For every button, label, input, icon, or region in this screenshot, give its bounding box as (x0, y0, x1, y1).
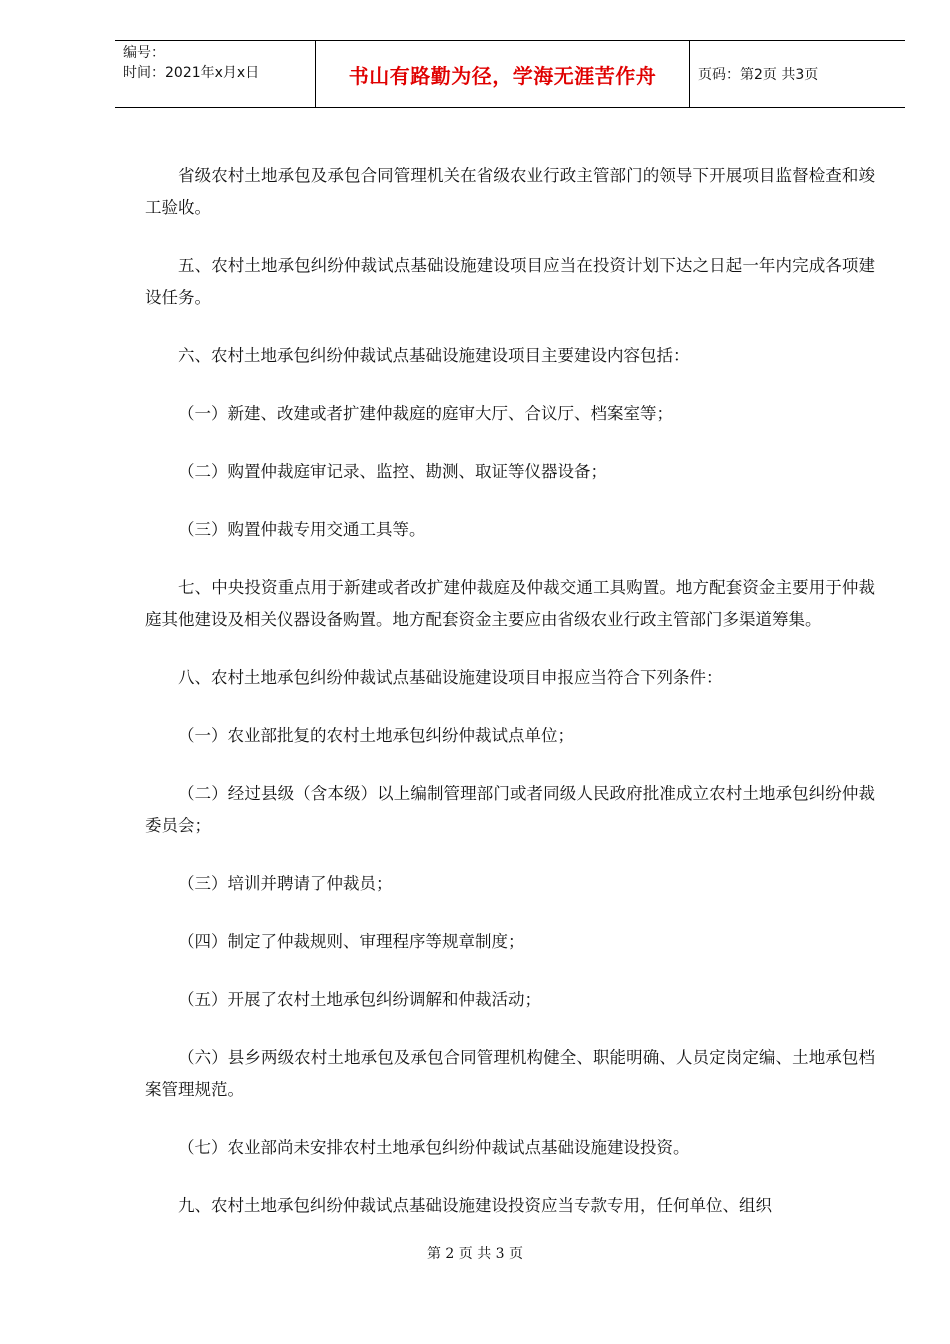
paragraph: 省级农村土地承包及承包合同管理机关在省级农业行政主管部门的领导下开展项目监督检查和竣工验收。 (145, 166, 875, 217)
paragraph: 七、中央投资重点用于新建或者改扩建仲裁庭及仲裁交通工具购置。地方配套资金主要用于仲裁庭其他建设及相关仪器设备购置。地方配套资金主要应由省级农业行政主管部门多渠道筹集。 (145, 578, 875, 629)
header-page-cell (690, 41, 905, 107)
doc-time-label: 时间：2021年x月x日 (123, 65, 260, 81)
paragraph: （三）购置仲裁专用交通工具等。 (178, 520, 426, 539)
doc-number-label: 编号： (123, 45, 165, 61)
paragraph: （四）制定了仲裁规则、审理程序等规章制度； (178, 932, 525, 951)
paragraph: （七）农业部尚未安排农村土地承包纠纷仲裁试点基础设施建设投资。 (178, 1138, 690, 1157)
paragraph: （二）经过县级（含本级）以上编制管理部门或者同级人民政府批准成立农村土地承包纠纷仲裁委员会； (145, 784, 875, 835)
header-motto: 书山有路勤为径，学海无涯苦作舟 (348, 63, 657, 88)
paragraph: （六）县乡两级农村土地承包及承包合同管理机构健全、职能明确、人员定岗定编、土地承包档案管理规范。 (145, 1048, 875, 1099)
paragraph: 五、农村土地承包纠纷仲裁试点基础设施建设项目应当在投资计划下达之日起一年内完成各项建设任务。 (145, 256, 875, 307)
paragraph: （二）购置仲裁庭审记录、监控、勘测、取证等仪器设备； (178, 462, 607, 481)
paragraph: （五）开展了农村土地承包纠纷调解和仲裁活动； (178, 990, 541, 1009)
page-footer: 第 2 页 共 3 页 (426, 1246, 524, 1262)
document-body (145, 160, 875, 1248)
header-motto-cell (316, 41, 690, 107)
paragraph: 九、农村土地承包纠纷仲裁试点基础设施建设投资应当专款专用，任何单位、组织 (178, 1196, 772, 1215)
paragraph: （一）农业部批复的农村土地承包纠纷仲裁试点单位； (178, 726, 574, 745)
document-header (115, 40, 905, 108)
paragraph: （三）培训并聘请了仲裁员； (178, 874, 393, 893)
paragraph: 六、农村土地承包纠纷仲裁试点基础设施建设项目主要建设内容包括： (178, 346, 690, 365)
paragraph: （一）新建、改建或者扩建仲裁庭的庭审大厅、合议厅、档案室等； (178, 404, 673, 423)
paragraph: 八、农村土地承包纠纷仲裁试点基础设施建设项目申报应当符合下列条件： (178, 668, 723, 687)
header-page-info: 页码：第2页 共3页 (698, 67, 819, 83)
header-meta (115, 41, 316, 107)
